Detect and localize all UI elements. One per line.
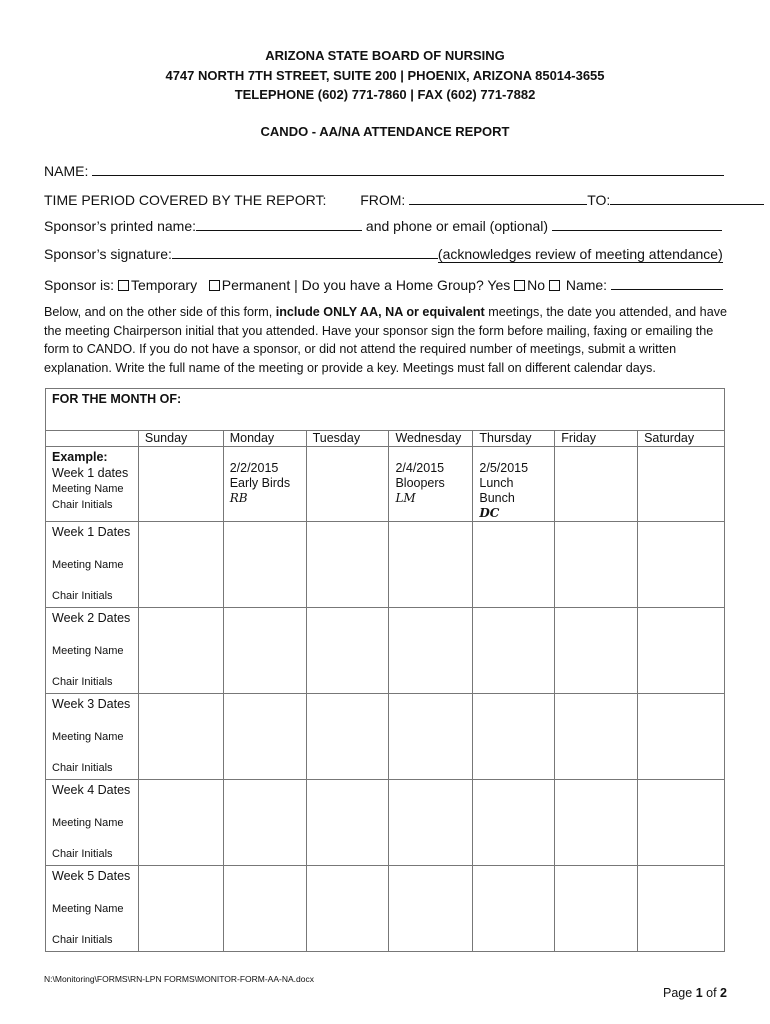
week-3-label-cell <box>46 694 139 780</box>
page-number <box>663 986 727 1000</box>
week-1-wednesday-cell[interactable] <box>389 522 473 608</box>
day-header-monday: Monday <box>223 431 306 447</box>
week-5-meeting-label: Meeting Name <box>52 903 124 915</box>
no-checkbox[interactable] <box>549 280 560 291</box>
example-thursday <box>473 447 555 522</box>
ack-text: (acknowledges review of meeting attendance) <box>437 246 723 262</box>
org-phone: TELEPHONE (602) 771-7860 | FAX (602) 771-7882 <box>234 87 536 102</box>
week-4-tuesday-cell[interactable] <box>306 780 389 866</box>
org-name: ARIZONA STATE BOARD OF NURSING <box>265 48 505 63</box>
week-4-chair-label: Chair Initials <box>52 848 113 860</box>
page-current: 1 <box>695 986 703 1000</box>
instructions-bold: include ONLY AA, NA or equivalent <box>275 305 485 319</box>
day-header-saturday: Saturday <box>638 431 725 447</box>
week-4-wednesday-cell[interactable] <box>389 780 473 866</box>
week-2-saturday-cell[interactable] <box>638 608 725 694</box>
page-of: of <box>706 986 717 1000</box>
example-thursday-date: 2/5/2015 <box>479 461 529 475</box>
from-field[interactable] <box>409 190 587 205</box>
week-row <box>46 694 725 780</box>
example-wednesday-name: Bloopers <box>395 476 445 490</box>
org-address: 4747 NORTH 7TH STREET, SUITE 200 | PHOENIX, ARIZONA 85014-3655 <box>165 68 605 83</box>
week-4-label-cell <box>46 780 139 866</box>
week-3-friday-cell[interactable] <box>555 694 638 780</box>
example-label-cell <box>46 447 139 522</box>
example-dates: Week 1 dates <box>52 466 129 480</box>
week-1-saturday-cell[interactable] <box>638 522 725 608</box>
example-row <box>46 447 725 522</box>
week-row <box>46 522 725 608</box>
home-group-question: | Do you have a Home Group? <box>294 277 484 293</box>
week-2-monday-cell[interactable] <box>223 608 306 694</box>
yes-checkbox[interactable] <box>514 280 525 291</box>
week-1-chair-label: Chair Initials <box>52 590 113 602</box>
week-1-monday-cell[interactable] <box>223 522 306 608</box>
week-3-sunday-cell[interactable] <box>138 694 223 780</box>
attendance-table <box>45 388 725 952</box>
day-header-tuesday: Tuesday <box>306 431 389 447</box>
week-4-dates-label: Week 4 Dates <box>52 783 131 797</box>
instructions-part1: Below, and on the other side of this form, <box>44 305 273 319</box>
file-path: N:\Monitoring\FORMS\RN-LPN FORMS\MONITOR-FORM-AA-NA.docx <box>44 974 314 984</box>
week-5-dates-label: Week 5 Dates <box>52 869 131 883</box>
example-monday-date: 2/2/2015 <box>229 461 279 475</box>
week-2-tuesday-cell[interactable] <box>306 608 389 694</box>
period-row <box>44 190 764 208</box>
home-group-name-label: Name: <box>565 277 608 293</box>
home-group-name-field[interactable] <box>611 275 723 290</box>
month-cell[interactable] <box>46 389 725 431</box>
page-total: 2 <box>720 986 727 1000</box>
week-3-tuesday-cell[interactable] <box>306 694 389 780</box>
permanent-label: Permanent <box>221 277 291 293</box>
example-thursday-name: Lunch Bunch <box>479 476 515 505</box>
instructions-part2: meetings, the date you attended, and have the meeting Chairperson initial that you attended. Have your sponsor sign the form before mailing, faxing or emailing the form to CANDO. If you do not have a sponsor, or did not attend the required number of meetings, submit a written explanation. Write the full name of the meeting or provide a key. Meetings must fall on different calendar days. <box>44 305 727 375</box>
day-header-sunday: Sunday <box>138 431 223 447</box>
week-5-sunday-cell[interactable] <box>138 866 223 952</box>
example-wednesday <box>389 447 473 522</box>
week-4-friday-cell[interactable] <box>555 780 638 866</box>
week-5-wednesday-cell[interactable] <box>389 866 473 952</box>
day-header-friday: Friday <box>555 431 638 447</box>
week-5-friday-cell[interactable] <box>555 866 638 952</box>
week-2-thursday-cell[interactable] <box>473 608 555 694</box>
week-1-label-cell <box>46 522 139 608</box>
week-1-sunday-cell[interactable] <box>138 522 223 608</box>
week-1-tuesday-cell[interactable] <box>306 522 389 608</box>
day-header-blank <box>46 431 139 447</box>
sponsor-type-row <box>44 275 723 293</box>
week-5-label-cell <box>46 866 139 952</box>
week-row <box>46 780 725 866</box>
example-friday <box>555 447 638 522</box>
example-wednesday-date: 2/4/2015 <box>395 461 445 475</box>
form-title: CANDO - AA/NA ATTENDANCE REPORT <box>260 124 510 139</box>
week-3-dates-label: Week 3 Dates <box>52 697 131 711</box>
example-title: Example: <box>52 450 108 464</box>
week-2-wednesday-cell[interactable] <box>389 608 473 694</box>
signature-label: Sponsor’s signature: <box>44 246 172 262</box>
phone-email-field[interactable] <box>552 216 722 231</box>
week-4-saturday-cell[interactable] <box>638 780 725 866</box>
week-4-meeting-label: Meeting Name <box>52 817 124 829</box>
week-3-wednesday-cell[interactable] <box>389 694 473 780</box>
week-1-dates-label: Week 1 Dates <box>52 525 131 539</box>
week-1-meeting-label: Meeting Name <box>52 559 124 571</box>
week-5-chair-label: Chair Initials <box>52 934 113 946</box>
sponsor-is-label: Sponsor is: <box>44 277 115 293</box>
sponsor-name-label: Sponsor’s printed name: <box>44 218 197 234</box>
page-prefix: Page <box>663 986 693 1000</box>
example-monday-name: Early Birds <box>229 476 291 490</box>
week-2-friday-cell[interactable] <box>555 608 638 694</box>
phone-email-label: and phone or email (optional) <box>365 218 549 234</box>
from-label: FROM: <box>360 192 406 208</box>
week-3-thursday-cell[interactable] <box>473 694 555 780</box>
week-4-sunday-cell[interactable] <box>138 780 223 866</box>
instructions <box>44 303 730 377</box>
week-3-saturday-cell[interactable] <box>638 694 725 780</box>
name-label: NAME: <box>44 163 89 179</box>
sponsor-name-field[interactable] <box>196 216 362 231</box>
week-3-meeting-label: Meeting Name <box>52 731 124 743</box>
month-label: FOR THE MONTH OF: <box>52 392 182 406</box>
yes-label: Yes <box>487 277 511 293</box>
day-header-wednesday: Wednesday <box>389 431 473 447</box>
week-2-label-cell <box>46 608 139 694</box>
week-5-saturday-cell[interactable] <box>638 866 725 952</box>
week-row <box>46 608 725 694</box>
example-meeting: Meeting Name <box>52 483 124 495</box>
no-label: No <box>527 277 546 293</box>
signature-field[interactable] <box>172 244 438 259</box>
example-saturday <box>638 447 725 522</box>
name-field[interactable] <box>92 161 724 176</box>
to-field[interactable] <box>610 190 764 205</box>
week-2-dates-label: Week 2 Dates <box>52 611 131 625</box>
week-5-tuesday-cell[interactable] <box>306 866 389 952</box>
signature-row <box>44 244 723 262</box>
week-2-meeting-label: Meeting Name <box>52 645 124 657</box>
week-4-thursday-cell[interactable] <box>473 780 555 866</box>
week-1-thursday-cell[interactable] <box>473 522 555 608</box>
name-row <box>44 161 724 179</box>
temporary-label: Temporary <box>130 277 198 293</box>
example-monday <box>223 447 306 522</box>
to-label: TO: <box>587 192 611 208</box>
example-chair: Chair Initials <box>52 499 113 511</box>
temporary-checkbox[interactable] <box>118 280 129 291</box>
week-row <box>46 866 725 952</box>
example-thursday-initials: DC <box>479 506 500 520</box>
day-header-thursday: Thursday <box>473 431 555 447</box>
permanent-checkbox[interactable] <box>209 280 220 291</box>
period-label: TIME PERIOD COVERED BY THE REPORT: <box>44 192 327 208</box>
week-4-monday-cell[interactable] <box>223 780 306 866</box>
example-tuesday <box>306 447 389 522</box>
week-1-friday-cell[interactable] <box>555 522 638 608</box>
week-2-chair-label: Chair Initials <box>52 676 113 688</box>
sponsor-name-row <box>44 216 722 234</box>
example-sunday <box>138 447 223 522</box>
example-monday-initials: RB <box>229 491 248 505</box>
week-3-chair-label: Chair Initials <box>52 762 113 774</box>
week-3-monday-cell[interactable] <box>223 694 306 780</box>
example-wednesday-initials: LM <box>395 491 416 505</box>
week-5-thursday-cell[interactable] <box>473 866 555 952</box>
week-2-sunday-cell[interactable] <box>138 608 223 694</box>
week-5-monday-cell[interactable] <box>223 866 306 952</box>
